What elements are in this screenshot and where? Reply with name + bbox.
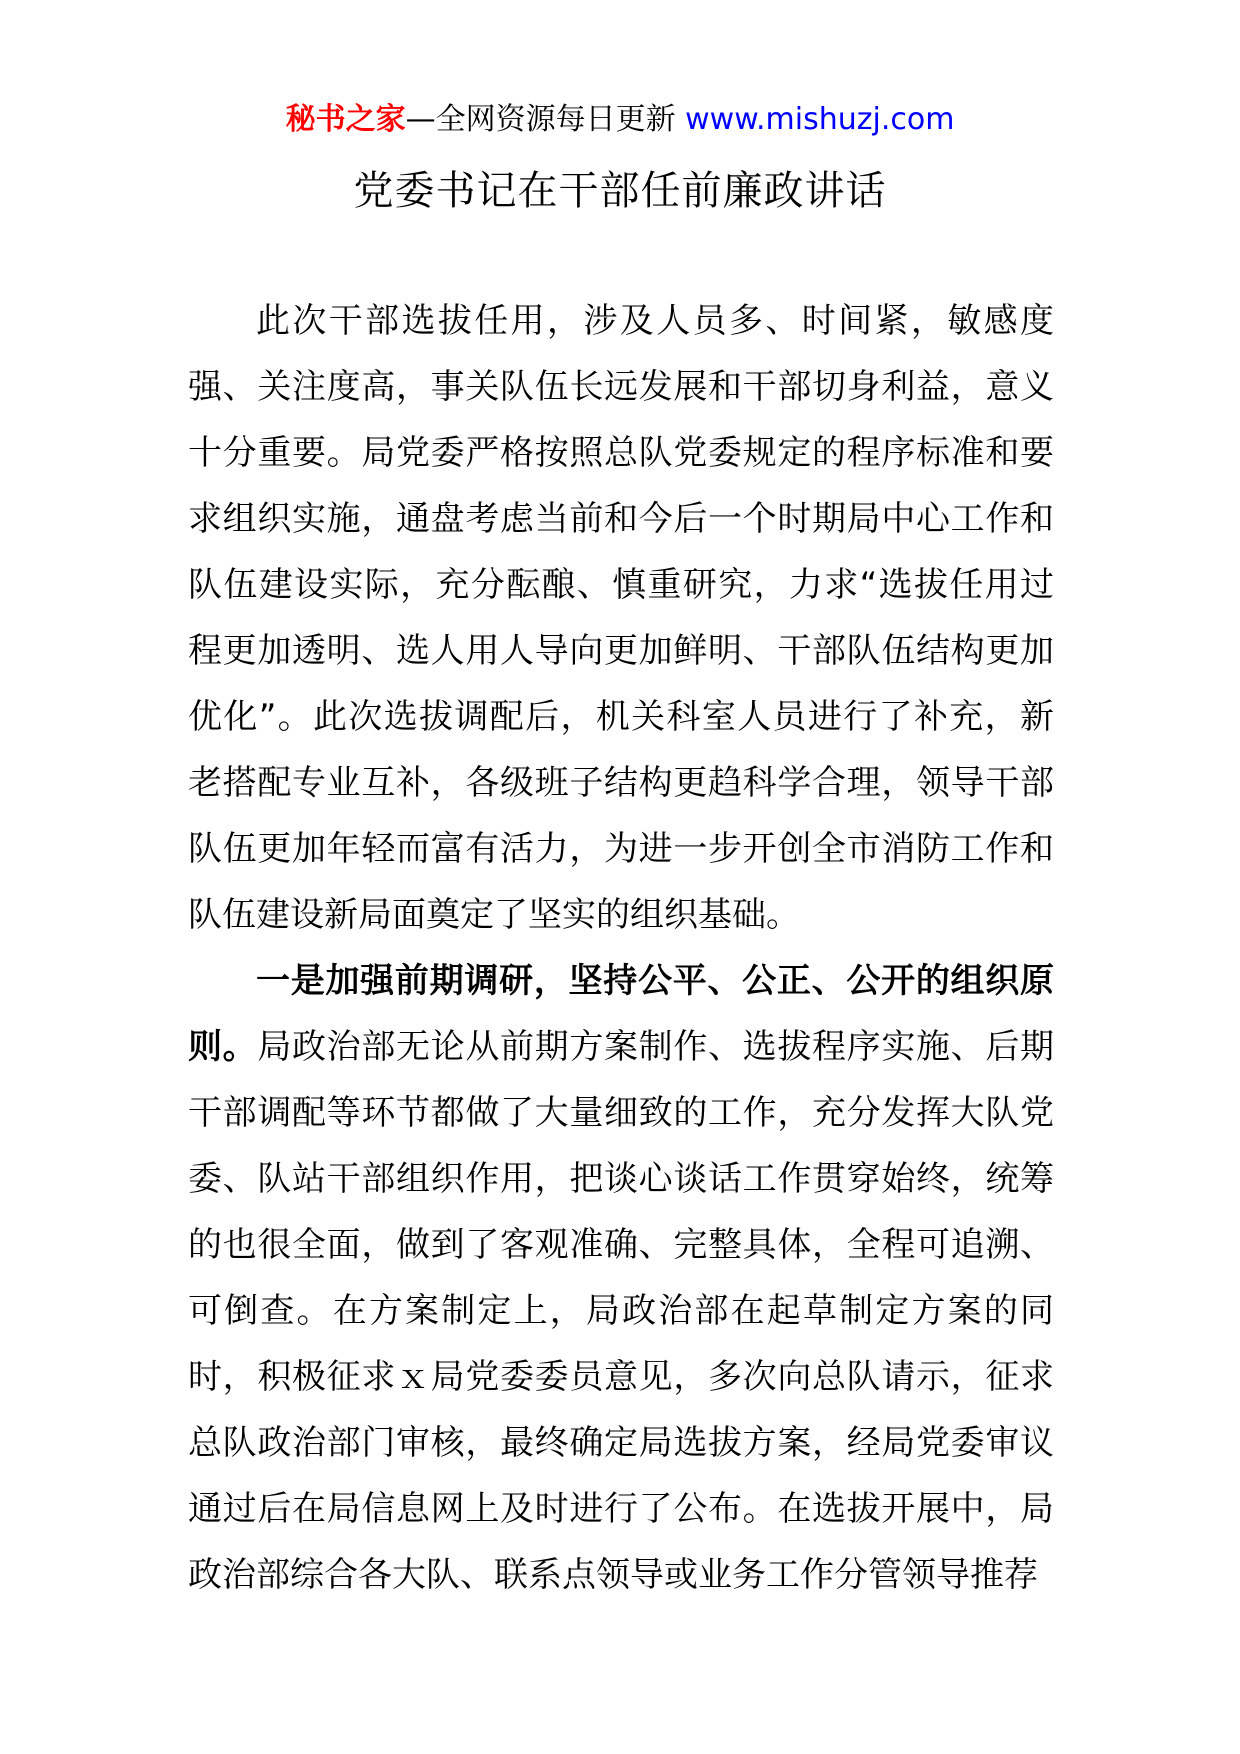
paragraph-1 (188, 288, 1054, 948)
site-url-link[interactable]: www.mishuzj.com (685, 102, 955, 137)
site-header (0, 100, 1240, 140)
document-body (188, 288, 1054, 1608)
paragraph-1-text: 此次干部选拔任用，涉及人员多、时间紧，敏感度强、关注度高，事关队伍长远发展和干部切身利益，意义十分重要。局党委严格按照总队党委规定的程序标准和要求组织实施，通盘考虑当前和今后一个时期局中心工作和队伍建设实际，充分酝酿、慎重研究，力求“选拔任用过程更加透明、选人用人导向更加鲜明、干部队伍结构更加优化”。此次选拔调配后，机关科室人员进行了补充，新老搭配专业互补，各级班子结构更趋科学合理，领导干部队伍更加年轻而富有活力，为进一步开创全市消防工作和队伍建设新局面奠定了坚实的组织基础。 (188, 301, 1054, 935)
brand-name: 秘书之家 (285, 102, 406, 137)
document-title: 党委书记在干部任前廉政讲话 (353, 168, 887, 214)
header-tagline: —全网资源每日更新 (405, 102, 686, 137)
paragraph-2-lead: 一是加强前期调研，坚持公平、公正、公开的组织原则。 (188, 961, 1054, 1067)
paragraph-2-text: 局政治部无论从前期方案制作、选拔程序实施、后期干部调配等环节都做了大量细致的工作，充分发挥大队党委、队站干部组织作用，把谈心谈话工作贯穿始终，统筹的也很全面，做到了客观准确、完整具体，全程可追溯、可倒查。在方案制定上，局政治部在起草制定方案的同时，积极征求ｘ局党委委员意见，多次向总队请示，征求总队政治部门审核，最终确定局选拔方案，经局党委审议通过后在局信息网上及时进行了公布。在选拔开展中，局政治部综合各大队、联系点领导或业务工作分管领导推荐 (188, 1027, 1055, 1595)
paragraph-2 (188, 948, 1054, 1608)
